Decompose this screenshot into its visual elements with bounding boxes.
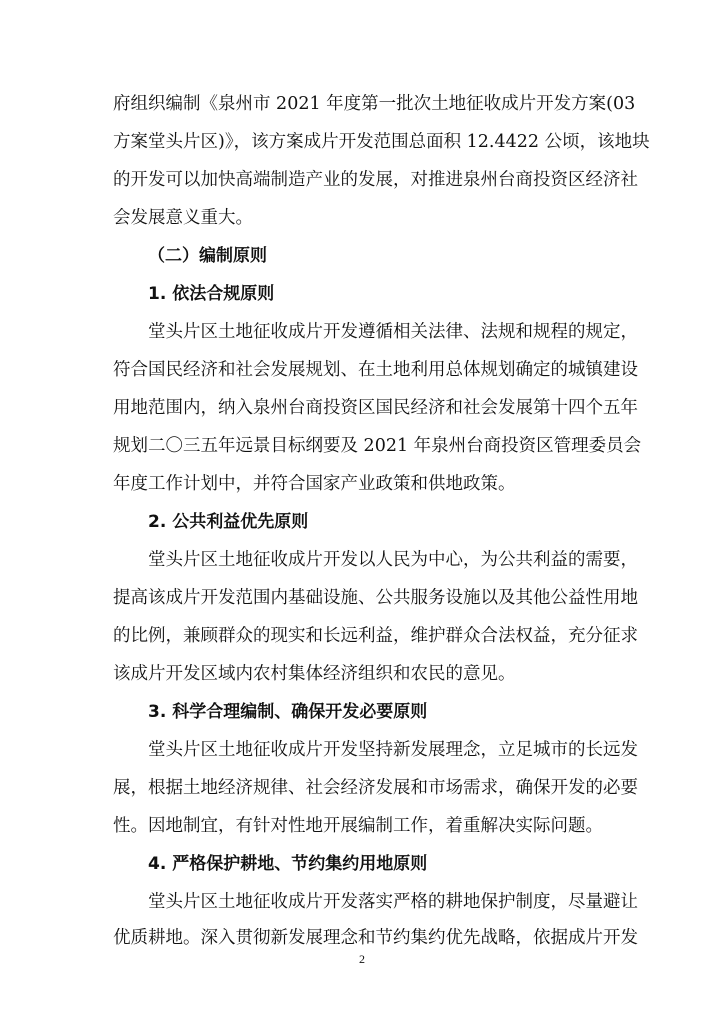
page-number: 2 xyxy=(359,952,365,966)
paragraph-line: 堂头片区土地征收成片开发坚持新发展理念，立足城市的长远发 xyxy=(148,740,638,760)
principle-heading-2: 2. 公共利益优先原则 xyxy=(148,512,309,532)
paragraph-line: 用地范围内，纳入泉州台商投资区国民经济和社会发展第十四个五年 xyxy=(113,398,638,418)
principle-heading-1: 1. 依法合规原则 xyxy=(148,284,275,304)
paragraph-line: 年度工作计划中，并符合国家产业政策和供地政策。 xyxy=(113,474,516,494)
paragraph-line: 方案堂头片区)》，该方案成片开发范围总面积 12.4422 公顷，该地块 xyxy=(113,132,650,152)
paragraph-line: 堂头片区土地征收成片开发遵循相关法律、法规和规程的规定， xyxy=(148,322,638,342)
section-title: （二）编制原则 xyxy=(148,246,267,266)
paragraph-line: 会发展意义重大。 xyxy=(113,208,253,228)
principle-heading-3: 3. 科学合理编制、确保开发必要原则 xyxy=(148,702,428,722)
paragraph-line: 的比例，兼顾群众的现实和长远利益，维护群众合法权益，充分征求 xyxy=(113,626,638,646)
paragraph-line: 堂头片区土地征收成片开发落实严格的耕地保护制度，尽量避让 xyxy=(148,892,638,912)
paragraph-line: 该成片开发区域内农村集体经济组织和农民的意见。 xyxy=(113,664,516,684)
paragraph-line: 展，根据土地经济规律、社会经济发展和市场需求，确保开发的必要 xyxy=(113,778,638,798)
paragraph-line: 提高该成片开发范围内基础设施、公共服务设施以及其他公益性用地 xyxy=(113,588,638,608)
paragraph-line: 府组织编制《泉州市 2021 年度第一批次土地征收成片开发方案(03 xyxy=(113,94,636,114)
paragraph-line: 堂头片区土地征收成片开发以人民为中心，为公共利益的需要， xyxy=(148,550,638,570)
principle-heading-4: 4. 严格保护耕地、节约集约用地原则 xyxy=(148,854,428,874)
paragraph-line: 符合国民经济和社会发展规划、在土地利用总体规划确定的城镇建设 xyxy=(113,360,638,380)
paragraph-line: 的开发可以加快高端制造产业的发展，对推进泉州台商投资区经济社 xyxy=(113,170,638,190)
paragraph-line: 性。因地制宜，有针对性地开展编制工作，着重解决实际问题。 xyxy=(113,816,603,836)
paragraph-line: 优质耕地。深入贯彻新发展理念和节约集约优先战略，依据成片开发 xyxy=(113,928,638,948)
paragraph-line: 规划二〇三五年远景目标纲要及 2021 年泉州台商投资区管理委员会 xyxy=(113,436,642,456)
